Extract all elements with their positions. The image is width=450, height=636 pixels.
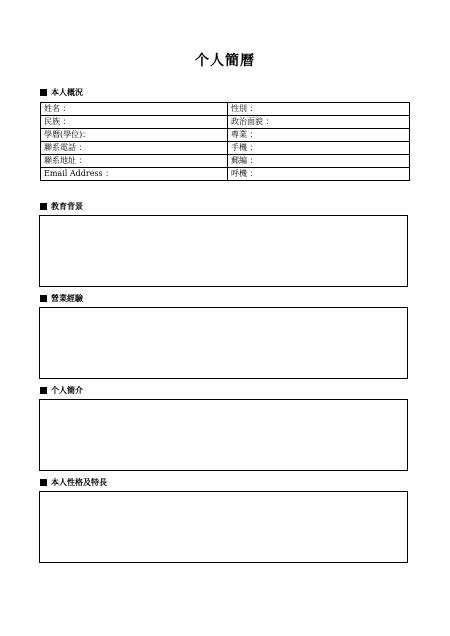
- square-bullet-icon: [40, 295, 47, 302]
- section-heading-personality: [40, 476, 107, 488]
- table-row: [41, 103, 410, 116]
- table-row: [41, 142, 410, 155]
- table-row: [41, 168, 410, 181]
- field-gender[interactable]: 性別 ：: [228, 103, 410, 116]
- section-heading-education: [40, 200, 83, 212]
- field-email[interactable]: Email Address ：: [41, 168, 228, 181]
- section-heading-profile: [40, 384, 83, 396]
- field-name[interactable]: 姓名 ：: [41, 103, 228, 116]
- section-heading-basic-info: [40, 86, 83, 98]
- section-heading-experience: [40, 292, 83, 304]
- section-heading-label: 本人性格及特長: [51, 477, 107, 487]
- field-mobile[interactable]: 手機 ：: [228, 142, 410, 155]
- square-bullet-icon: [40, 479, 47, 486]
- education-box[interactable]: [39, 215, 408, 287]
- square-bullet-icon: [40, 203, 47, 210]
- field-degree[interactable]: 學曆(學位)：: [41, 129, 228, 142]
- basic-info-table: [40, 102, 410, 181]
- field-address[interactable]: 聯系地址 ：: [41, 155, 228, 168]
- experience-box[interactable]: [39, 307, 408, 379]
- page-title: 个人簡曆: [195, 53, 255, 69]
- square-bullet-icon: [40, 387, 47, 394]
- section-heading-label: 本人概況: [51, 87, 83, 97]
- table-row: [41, 116, 410, 129]
- table-row: [41, 155, 410, 168]
- field-pager[interactable]: 呼機 ：: [228, 168, 410, 181]
- personality-box[interactable]: [39, 491, 408, 563]
- profile-box[interactable]: [39, 399, 408, 471]
- section-heading-label: 營業經驗: [51, 293, 83, 303]
- section-heading-label: 个人簡介: [51, 385, 83, 395]
- square-bullet-icon: [40, 89, 47, 96]
- section-heading-label: 教育背景: [51, 201, 83, 211]
- field-major[interactable]: 專業 ：: [228, 129, 410, 142]
- field-phone[interactable]: 聯系電話 ：: [41, 142, 228, 155]
- field-ethnicity[interactable]: 民族 ：: [41, 116, 228, 129]
- table-row: [41, 129, 410, 142]
- field-postcode[interactable]: 郵編 ：: [228, 155, 410, 168]
- field-political-status[interactable]: 政治面貌 ：: [228, 116, 410, 129]
